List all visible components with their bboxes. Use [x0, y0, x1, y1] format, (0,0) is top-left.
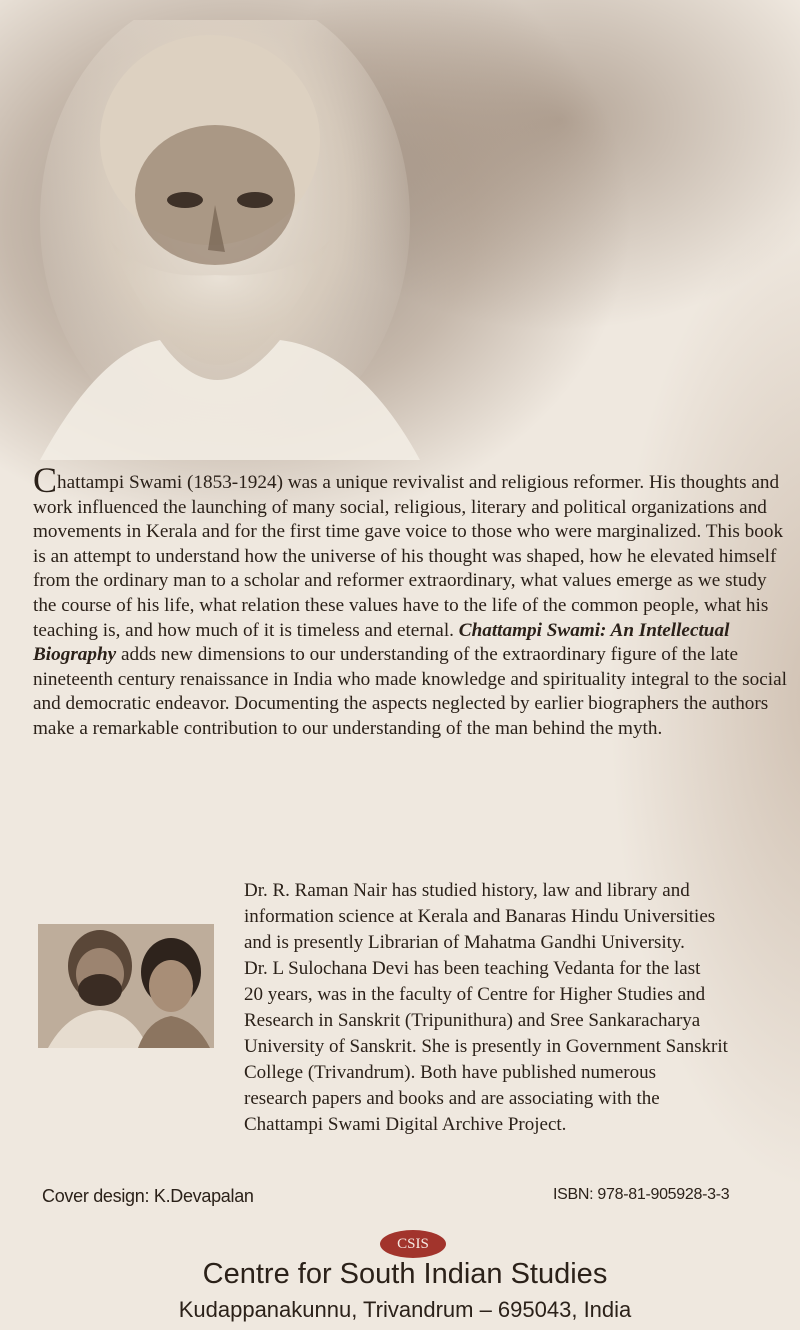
drop-cap: C	[33, 460, 58, 500]
csis-logo: CSIS	[380, 1230, 446, 1258]
bio-line: information science at Kerala and Banaras Hindu Universities	[244, 906, 716, 927]
bio-line: College (Trivandrum). Both have published numerous	[244, 1062, 656, 1083]
bio-line: Chattampi Swami Digital Archive Project.	[244, 1114, 567, 1135]
bio-line: Dr. L Sulochana Devi has been teaching Vedanta for the last	[244, 958, 701, 979]
bio-line: Research in Sanskrit (Tripunithura) and Sree Sankaracharya	[244, 1010, 701, 1031]
cover-design-credit: Cover design: K.Devapalan	[42, 1186, 254, 1206]
publisher-address: Kudappanakunnu, Trivandrum – 695043, India	[178, 1297, 632, 1322]
bio-line: research papers and books and are associating with the	[244, 1088, 660, 1109]
description-part-2: adds new dimensions to our understanding of the extraordinary figure of the late nineteenth century renaissance in India who made knowledge and spirituality integral to the social and democratic endeavor. Documenting the aspects neglected by earlier biographers the authors make a remarkable contribution to our understanding of the man behind the myth.	[33, 644, 787, 739]
bio-line: 20 years, was in the faculty of Centre for Higher Studies and	[244, 984, 706, 1005]
swami-portrait	[40, 20, 420, 460]
book-title: Chattampi Swami: An Intellectual Biography	[33, 619, 730, 666]
bio-line: Dr. R. Raman Nair has studied history, law and library and	[244, 880, 690, 901]
author-bio	[244, 878, 800, 1138]
book-description	[33, 460, 793, 742]
authors-photo	[38, 924, 214, 1048]
publisher-name: Centre for South Indian Studies	[202, 1258, 608, 1290]
isbn: ISBN: 978-81-905928-3-3	[553, 1186, 730, 1203]
bio-line: University of Sanskrit. She is presently in Government Sanskrit	[244, 1036, 728, 1057]
bio-line: and is presently Librarian of Mahatma Gandhi University.	[244, 932, 685, 953]
description-part-1: hattampi Swami (1853-1924) was a unique revivalist and religious reformer. His thoughts and work influenced the launching of many social, religious, literary and political organizations and movements in Kerala and for the first time gave voice to those who were marginalized. This book is an attempt to understand how the universe of his thought was shaped, how he elevated himself from the ordinary man to a scholar and reformer extraordinary, what values emerge as we study the course of his life, what relation these values have to the life of the common people, what his teaching is, and how much of it is timeless and eternal.	[33, 472, 784, 641]
